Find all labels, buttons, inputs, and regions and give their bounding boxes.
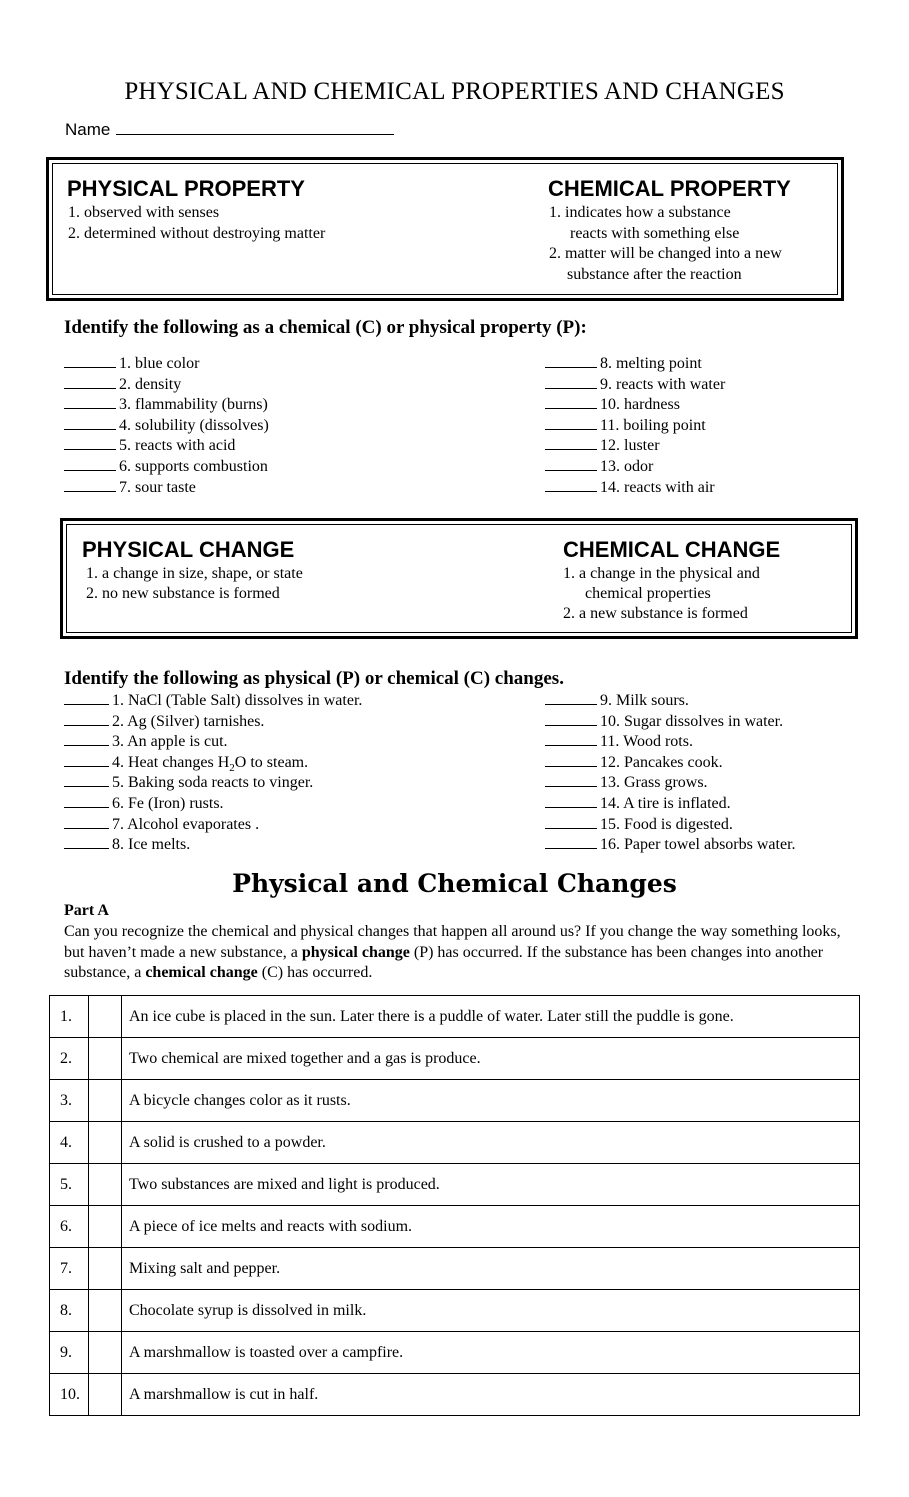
answer-blank[interactable] [545,477,597,492]
row-statement: A solid is crushed to a powder. [122,1122,860,1164]
row-number: 3. [50,1080,89,1122]
page-title: PHYSICAL AND CHEMICAL PROPERTIES AND CHANGES [124,78,785,105]
list-item: 12. luster [545,435,725,456]
answer-cell[interactable] [89,1080,122,1122]
answer-cell[interactable] [89,1206,122,1248]
answer-blank[interactable] [545,415,597,430]
name-field [65,119,394,140]
row-number: 5. [50,1164,89,1206]
section2-left-list [64,690,362,855]
physical-change-line-1: 1. a change in size, shape, or state [86,565,303,582]
list-item: 11. boiling point [545,415,725,436]
physical-property-line-2: 2. determined without destroying matter [68,225,326,242]
row-number: 10. [50,1374,89,1416]
answer-blank[interactable] [64,456,116,471]
answer-blank[interactable] [64,793,109,808]
answer-blank[interactable] [64,834,109,849]
list-item: 7. sour taste [64,477,269,498]
list-item: 7. Alcohol evaporates . [64,814,362,835]
section1-right-list [545,353,725,497]
question-table [49,995,860,1416]
answer-blank[interactable] [545,814,597,829]
name-blank[interactable] [116,119,394,135]
answer-cell[interactable] [89,996,122,1038]
answer-blank[interactable] [545,394,597,409]
answer-cell[interactable] [89,1290,122,1332]
table-row [50,1290,860,1332]
change-definition-box [60,518,858,639]
answer-blank[interactable] [64,374,116,389]
answer-blank[interactable] [545,772,597,787]
part-label: Part A [64,902,109,919]
property-definition-box [46,157,844,301]
row-statement: A marshmallow is toasted over a campfire. [122,1332,860,1374]
answer-blank[interactable] [64,477,116,492]
answer-blank[interactable] [64,435,116,450]
list-item: 4. Heat changes $H_2O$ to steam. [64,752,362,773]
list-item: 3. An apple is cut. [64,731,362,752]
list-item: 8. melting point [545,353,725,374]
list-item: 16. Paper towel absorbs water. [545,834,796,855]
row-number: 9. [50,1332,89,1374]
answer-blank[interactable] [545,435,597,450]
row-statement: A bicycle changes color as it rusts. [122,1080,860,1122]
answer-blank[interactable] [64,772,109,787]
table-row [50,1080,860,1122]
answer-blank[interactable] [545,374,597,389]
table-row [50,1248,860,1290]
answer-blank[interactable] [545,731,597,746]
answer-blank[interactable] [545,793,597,808]
chemical-change-line-3: 2. a new substance is formed [563,605,748,622]
answer-blank[interactable] [64,752,109,767]
row-statement: Two chemical are mixed together and a gas is produce. [122,1038,860,1080]
list-item: 9. reacts with water [545,374,725,395]
answer-cell[interactable] [89,1122,122,1164]
answer-cell[interactable] [89,1374,122,1416]
row-number: 2. [50,1038,89,1080]
section2-right-list [545,690,796,855]
list-item: 13. Grass grows. [545,772,796,793]
section2-heading: Identify the following as physical (P) or chemical (C) changes. [64,668,564,689]
answer-blank[interactable] [545,834,597,849]
list-item: 11. Wood rots. [545,731,796,752]
chemical-property-line-2: reacts with something else [570,225,740,242]
table-row [50,1206,860,1248]
chemical-property-line-4: substance after the reaction [567,266,742,283]
list-item: 6. Fe (Iron) rusts. [64,793,362,814]
name-label: Name [65,120,111,139]
list-item: 1. blue color [64,353,269,374]
chemical-property-line-1: 1. indicates how a substance [549,204,731,221]
answer-blank[interactable] [64,814,109,829]
table-row [50,1374,860,1416]
table-row [50,1332,860,1374]
list-item: 5. Baking soda reacts to vinger. [64,772,362,793]
chemical-change-line-1: 1. a change in the physical and [563,565,760,582]
answer-blank[interactable] [64,394,116,409]
chemical-property-line-3: 2. matter will be changed into a new [549,245,782,262]
list-item: 14. reacts with air [545,477,725,498]
answer-cell[interactable] [89,1164,122,1206]
row-statement: Chocolate syrup is dissolved in milk. [122,1290,860,1332]
row-number: 7. [50,1248,89,1290]
list-item: 1. NaCl (Table Salt) dissolves in water. [64,690,362,711]
list-item: 2. density [64,374,269,395]
answer-blank[interactable] [545,752,597,767]
answer-cell[interactable] [89,1332,122,1374]
chemical-change-line-2: chemical properties [585,585,711,602]
list-item: 10. Sugar dissolves in water. [545,711,796,732]
answer-blank[interactable] [64,353,116,368]
intro-paragraph: Can you recognize the chemical and physical changes that happen all around us? If you change the way something looks, but haven’t made a new substance, a physical change (P) has occurred. If the substance has been changes into another substance, a chemical change (C) has occurred. [64,923,841,981]
answer-blank[interactable] [64,415,116,430]
table-row [50,1038,860,1080]
section1-left-list [64,353,269,497]
answer-blank[interactable] [545,690,597,705]
answer-blank[interactable] [64,731,109,746]
physical-property-heading: PHYSICAL PROPERTY [67,176,305,201]
physical-change-heading: PHYSICAL CHANGE [82,537,295,562]
table-row [50,996,860,1038]
list-item: 5. reacts with acid [64,435,269,456]
section1-heading: Identify the following as a chemical (C) or physical property (P): [64,317,587,338]
row-statement: A piece of ice melts and reacts with sodium. [122,1206,860,1248]
answer-blank[interactable] [545,711,597,726]
physical-change-line-2: 2. no new substance is formed [86,585,280,602]
answer-blank[interactable] [545,456,597,471]
row-statement: Mixing salt and pepper. [122,1248,860,1290]
answer-blank[interactable] [64,690,109,705]
answer-blank[interactable] [64,711,109,726]
physical-property-line-1: 1. observed with senses [68,204,220,221]
row-number: 6. [50,1206,89,1248]
list-item: 8. Ice melts. [64,834,362,855]
row-statement: A marshmallow is cut in half. [122,1374,860,1416]
list-item: 9. Milk sours. [545,690,796,711]
list-item: 15. Food is digested. [545,814,796,835]
table-row [50,1122,860,1164]
list-item: 10. hardness [545,394,725,415]
table-row [50,1164,860,1206]
row-number: 4. [50,1122,89,1164]
answer-cell[interactable] [89,1248,122,1290]
list-item: 13. odor [545,456,725,477]
list-item: 4. solubility (dissolves) [64,415,269,436]
answer-blank[interactable] [545,353,597,368]
list-item: 14. A tire is inflated. [545,793,796,814]
list-item: 3. flammability (burns) [64,394,269,415]
list-item: 6. supports combustion [64,456,269,477]
row-statement: Two substances are mixed and light is produced. [122,1164,860,1206]
list-item: 12. Pancakes cook. [545,752,796,773]
part-title: Physical and Chemical Changes [232,869,677,898]
row-number: 1. [50,996,89,1038]
list-item: 2. Ag (Silver) tarnishes. [64,711,362,732]
answer-cell[interactable] [89,1038,122,1080]
row-statement: An ice cube is placed in the sun. Later there is a puddle of water. Later still the puddle is gone. [122,996,860,1038]
chemical-change-heading: CHEMICAL CHANGE [563,537,781,562]
row-number: 8. [50,1290,89,1332]
chemical-property-heading: CHEMICAL PROPERTY [548,176,791,201]
